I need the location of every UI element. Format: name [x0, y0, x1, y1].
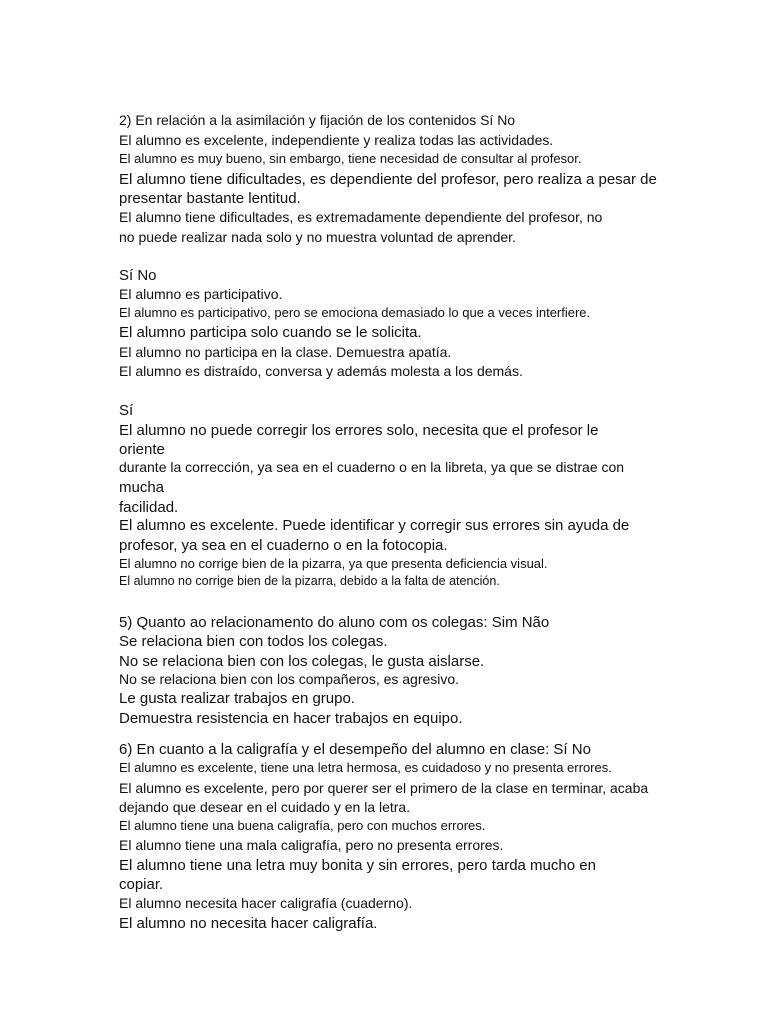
- text-line: El alumno es distraído, conversa y además molesta a los demás.: [119, 363, 523, 379]
- text-line: El alumno tiene una buena caligrafía, pero con muchos errores.: [119, 818, 486, 833]
- text-line: El alumno es muy bueno, sin embargo, tiene necesidad de consultar al profesor.: [119, 151, 582, 166]
- text-line: El alumno no puede corregir los errores solo, necesita que el profesor le: [119, 422, 599, 439]
- text-line: No se relaciona bien con los compañeros, es agresivo.: [119, 671, 460, 687]
- text-line: El alumno tiene dificultades, es extremadamente dependiente del profesor, no: [119, 209, 603, 225]
- text-line: El alumno no corrige bien de la pizarra, debido a la falta de atención.: [119, 574, 500, 588]
- text-line: El alumno es participativo.: [119, 286, 283, 302]
- text-line: durante la corrección, ya sea en el cuaderno o en la libreta, ya que se distrae con: [119, 459, 625, 475]
- text-line: facilidad.: [119, 499, 179, 516]
- section-5-heading: 5) Quanto ao relacionamento do aluno com os colegas: Sim Não: [119, 614, 550, 631]
- text-line: No se relaciona bien con los colegas, le gusta aislarse.: [119, 653, 485, 670]
- text-line: El alumno no corrige bien de la pizarra, ya que presenta deficiencia visual.: [119, 556, 548, 571]
- text-line: dejando que desear en el cuidado y en la letra.: [119, 799, 411, 815]
- section-2-heading: 2) En relación a la asimilación y fijación de los contenidos Sí No: [119, 112, 516, 128]
- text-line: El alumno es excelente, pero por querer ser el primero de la clase en terminar, acaba: [119, 780, 649, 796]
- text-line: Le gusta realizar trabajos en grupo.: [119, 690, 355, 707]
- text-line: El alumno es excelente, independiente y realiza todas las actividades.: [119, 132, 554, 148]
- text-line: Demuestra resistencia en hacer trabajos en equipo.: [119, 710, 463, 727]
- text-line: El alumno no participa en la clase. Demuestra apatía.: [119, 344, 452, 360]
- text-line: no puede realizar nada solo y no muestra voluntad de aprender.: [119, 229, 516, 245]
- text-line: El alumno tiene dificultades, es dependiente del profesor, pero realiza a pesar de: [119, 171, 657, 188]
- text-line: El alumno no necesita hacer caligrafía.: [119, 915, 378, 932]
- text-line: Se relaciona bien con todos los colegas.: [119, 633, 388, 650]
- text-line: presentar bastante lentitud.: [119, 190, 301, 207]
- text-line: copiar.: [119, 876, 164, 893]
- text-line: El alumno necesita hacer caligrafía (cuaderno).: [119, 895, 413, 911]
- text-line: El alumno es excelente. Puede identificar y corregir sus errores sin ayuda de: [119, 517, 630, 534]
- text-line: El alumno participa solo cuando se le solicita.: [119, 324, 422, 341]
- text-line: mucha: [119, 479, 165, 496]
- text-line: El alumno es participativo, pero se emociona demasiado lo que a veces interfiere.: [119, 305, 591, 320]
- section-6-heading: 6) En cuanto a la caligrafía y el desempeño del alumno en clase: Sí No: [119, 741, 591, 758]
- text-line: El alumno tiene una letra muy bonita y sin errores, pero tarda mucho en: [119, 857, 596, 874]
- text-line: El alumno tiene una mala caligrafía, pero no presenta errores.: [119, 837, 504, 853]
- text-line: oriente: [119, 441, 165, 458]
- text-line: El alumno es excelente, tiene una letra hermosa, es cuidadoso y no presenta errores.: [119, 760, 612, 775]
- section-heading: Sí: [119, 402, 134, 419]
- text-line: profesor, ya sea en el cuaderno o en la fotocopia.: [119, 537, 448, 554]
- section-heading: Sí No: [119, 267, 157, 284]
